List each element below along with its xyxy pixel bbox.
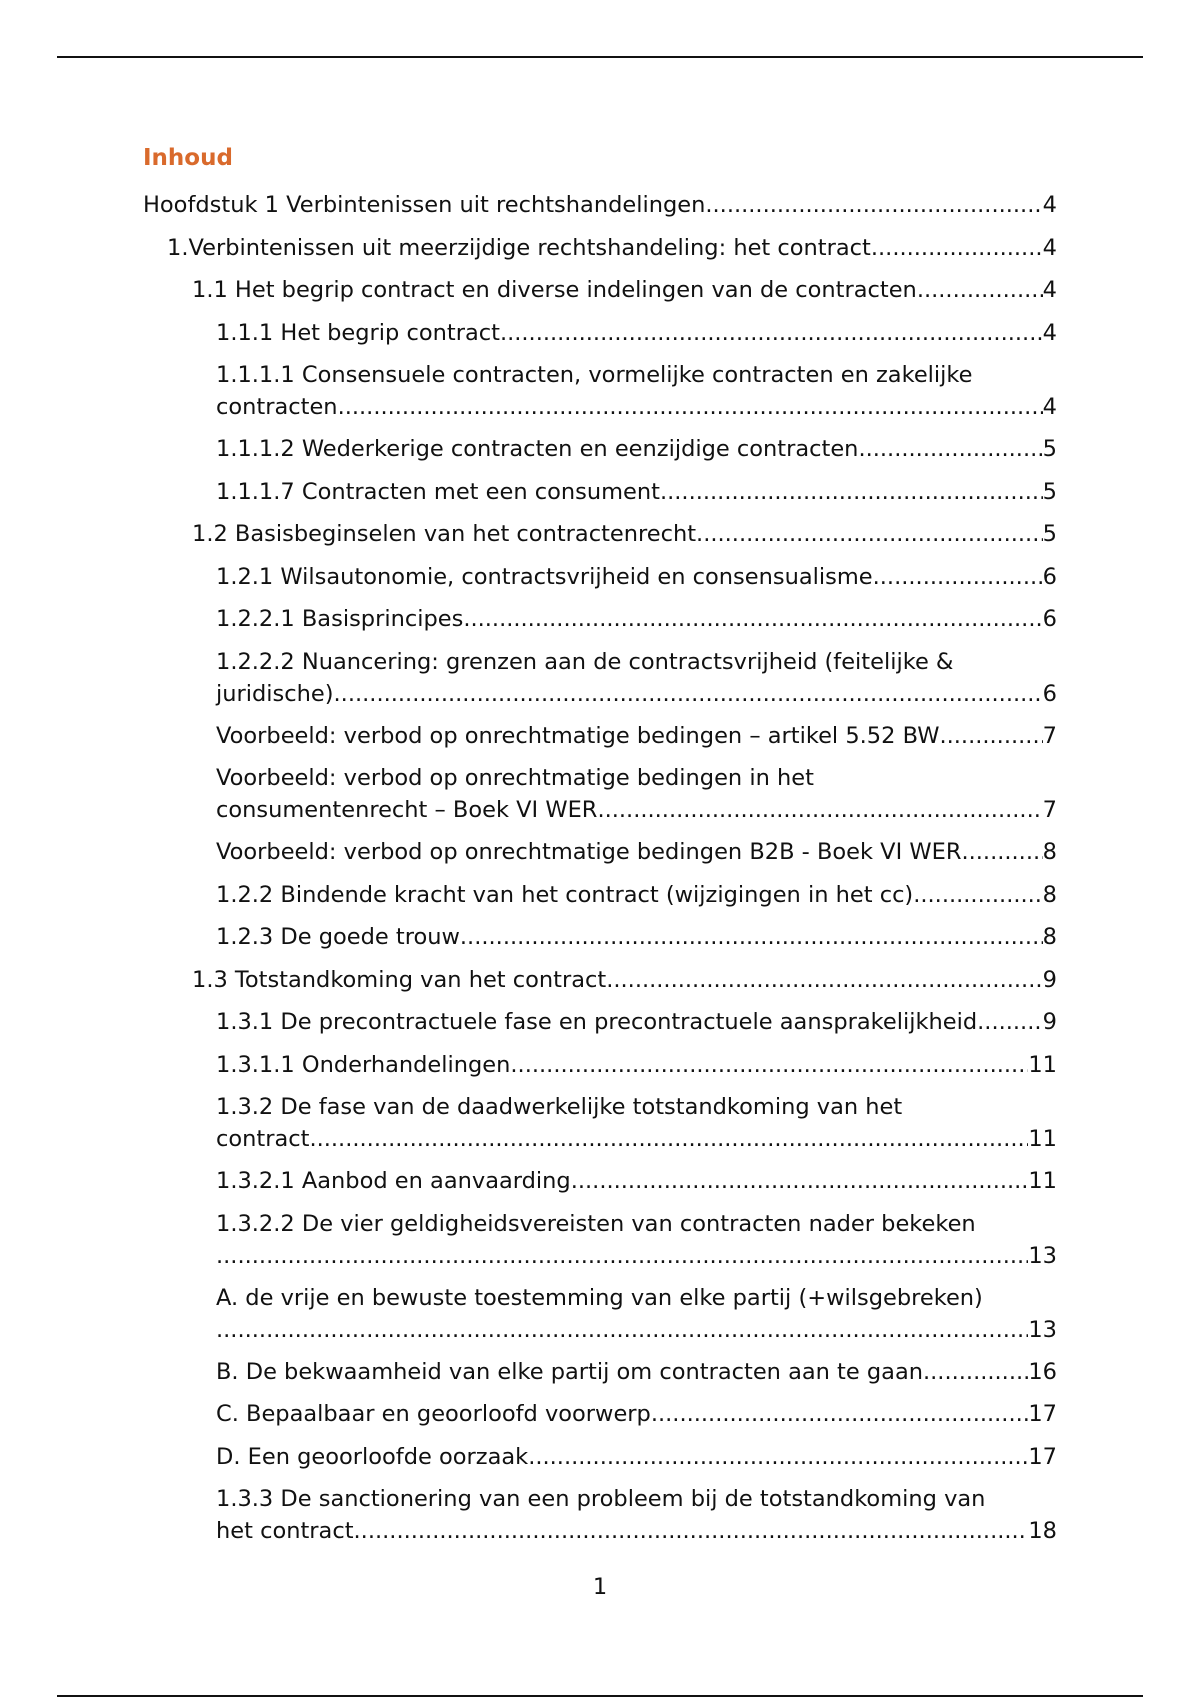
toc-entry-line xyxy=(192,274,1057,306)
toc-entry-page: 8 xyxy=(1042,881,1057,908)
toc-entry[interactable] xyxy=(143,476,1057,508)
toc-entry-page: 4 xyxy=(1042,319,1057,346)
toc-entry-page: 5 xyxy=(1042,478,1057,505)
toc-entry-page: 18 xyxy=(1028,1518,1057,1544)
toc-entry-title: Hoofdstuk 1 Verbintenissen uit rechtshandelingen xyxy=(143,192,706,218)
toc-entry-line xyxy=(216,720,1057,752)
toc-entry[interactable] xyxy=(143,433,1057,465)
toc-dot-leader xyxy=(961,836,1042,868)
toc-dot-leader xyxy=(917,274,1043,306)
toc-entry-line xyxy=(216,1356,1057,1388)
toc-dot-leader xyxy=(923,1356,1028,1388)
toc-entry-title: 1.2.3 De goede trouw xyxy=(216,924,460,950)
toc-entry-line xyxy=(216,433,1057,465)
table-of-contents xyxy=(143,189,1057,1557)
toc-entry[interactable] xyxy=(143,964,1057,996)
bottom-rule xyxy=(57,1695,1143,1697)
toc-entry-page: 13 xyxy=(1028,1316,1057,1343)
toc-entry-title: 1.3 Totstandkoming van het contract xyxy=(192,966,607,993)
toc-dot-leader xyxy=(571,1165,1029,1197)
toc-entry-title-line: 1.3.3 De sanctionering van een probleem bij de totstandkoming van xyxy=(216,1486,986,1512)
toc-entry-line xyxy=(216,879,1057,911)
toc-entry-title: 1.2.1 Wilsautonomie, contractsvrijheid en consensualisme xyxy=(216,563,873,590)
toc-entry-line xyxy=(216,1006,1057,1038)
toc-entry[interactable] xyxy=(143,1356,1057,1388)
toc-entry-title: juridische) xyxy=(216,680,334,707)
toc-entry-title: 1.1.1 Het begrip contract xyxy=(216,319,500,346)
toc-entry[interactable] xyxy=(143,1049,1057,1081)
toc-entry-line xyxy=(216,317,1057,349)
toc-entry-page: 8 xyxy=(1042,839,1057,865)
toc-entry-line xyxy=(216,476,1057,508)
toc-dot-leader xyxy=(460,921,1043,953)
toc-entry[interactable] xyxy=(143,1165,1057,1197)
toc-entry[interactable] xyxy=(143,1483,1057,1547)
toc-entry-title: 1.1 Het begrip contract en diverse indelingen van de contracten xyxy=(192,277,917,303)
toc-entry-line xyxy=(216,836,1057,868)
toc-entry-title-line: 1.3.2 De fase van de daadwerkelijke totstandkoming van het xyxy=(216,1094,903,1120)
toc-dot-leader xyxy=(338,391,1043,423)
toc-entry-page: 16 xyxy=(1028,1358,1057,1385)
toc-entry[interactable] xyxy=(143,359,1057,423)
toc-entry-title: het contract xyxy=(216,1518,354,1544)
toc-entry[interactable] xyxy=(143,836,1057,868)
toc-entry-line xyxy=(216,391,1057,423)
toc-entry-page: 4 xyxy=(1042,234,1057,261)
toc-entry-title-line: 1.3.2.2 De vier geldigheidsvereisten van contracten nader bekeken xyxy=(216,1210,976,1237)
toc-entry-line xyxy=(192,518,1057,550)
toc-entry-page: 11 xyxy=(1028,1126,1057,1152)
toc-entry-title: contract xyxy=(216,1126,310,1152)
toc-dot-leader xyxy=(873,561,1043,593)
toc-entry-page: 4 xyxy=(1042,192,1057,218)
toc-entry[interactable] xyxy=(143,1006,1057,1038)
toc-entry-line xyxy=(216,561,1057,593)
toc-entry[interactable] xyxy=(143,189,1057,221)
toc-entry-page: 4 xyxy=(1042,277,1057,303)
toc-dot-leader xyxy=(354,1515,1029,1547)
toc-entry-title: 1.2.2 Bindende kracht van het contract (wijzigingen in het cc) xyxy=(216,881,914,908)
toc-entry[interactable] xyxy=(143,561,1057,593)
toc-entry-page: 11 xyxy=(1028,1051,1057,1078)
toc-entry-page: 6 xyxy=(1042,680,1057,707)
toc-entry-line xyxy=(216,1123,1057,1155)
toc-dot-leader xyxy=(216,1314,1028,1346)
toc-entry-line xyxy=(216,1240,1057,1272)
toc-dot-leader xyxy=(597,794,1042,826)
toc-entry-line xyxy=(167,232,1057,264)
toc-entry-line xyxy=(216,794,1057,826)
toc-entry-title-line: 1.1.1.1 Consensuele contracten, vormelijke contracten en zakelijke xyxy=(216,362,973,388)
toc-entry[interactable] xyxy=(143,1398,1057,1430)
toc-dot-leader xyxy=(696,518,1043,550)
toc-entry-page: 5 xyxy=(1042,436,1057,462)
toc-entry-page: 9 xyxy=(1042,966,1057,993)
toc-entry-title: C. Bepaalbaar en geoorloofd voorwerp xyxy=(216,1401,651,1427)
toc-entry[interactable] xyxy=(143,921,1057,953)
toc-entry-page: 7 xyxy=(1042,797,1057,823)
toc-entry-title: 1.3.1 De precontractuele fase en precontractuele aansprakelijkheid xyxy=(216,1009,978,1035)
toc-entry[interactable] xyxy=(143,1441,1057,1473)
toc-dot-leader xyxy=(858,433,1042,465)
toc-entry-page: 6 xyxy=(1042,606,1057,632)
toc-dot-leader xyxy=(463,603,1042,635)
toc-entry-title: 1.Verbintenissen uit meerzijdige rechtshandeling: het contract xyxy=(167,234,871,261)
toc-entry-title-line: 1.2.2.2 Nuancering: grenzen aan de contractsvrijheid (feitelijke & xyxy=(216,648,954,675)
toc-entry-line xyxy=(216,1398,1057,1430)
toc-entry[interactable] xyxy=(143,274,1057,306)
toc-dot-leader xyxy=(913,879,1042,911)
toc-entry-title-line: Voorbeeld: verbod op onrechtmatige bedingen in het xyxy=(216,765,814,791)
toc-dot-leader xyxy=(500,317,1043,349)
top-rule xyxy=(57,56,1143,58)
toc-heading: Inhoud xyxy=(143,145,233,171)
toc-dot-leader xyxy=(309,1123,1028,1155)
toc-entry-page: 13 xyxy=(1028,1242,1057,1269)
toc-dot-leader xyxy=(216,1240,1028,1272)
toc-entry-title: 1.3.1.1 Onderhandelingen xyxy=(216,1051,511,1078)
toc-entry-line xyxy=(216,1165,1057,1197)
toc-entry-title: B. De bekwaamheid van elke partij om contracten aan te gaan xyxy=(216,1358,923,1385)
toc-entry-line xyxy=(216,1049,1057,1081)
toc-entry-page: 7 xyxy=(1042,722,1057,749)
toc-entry-line xyxy=(192,964,1057,996)
toc-entry-line xyxy=(216,921,1057,953)
toc-entry-title: 1.2 Basisbeginselen van het contractenrecht xyxy=(192,521,697,547)
toc-entry-line xyxy=(216,1441,1057,1473)
toc-dot-leader xyxy=(977,1006,1043,1038)
toc-entry-title: 1.3.2.1 Aanbod en aanvaarding xyxy=(216,1168,571,1194)
toc-dot-leader xyxy=(705,189,1042,221)
toc-entry-page: 6 xyxy=(1042,563,1057,590)
toc-entry[interactable] xyxy=(143,603,1057,635)
toc-entry[interactable] xyxy=(143,1208,1057,1272)
toc-entry-line xyxy=(216,678,1057,710)
toc-entry-page: 5 xyxy=(1042,521,1057,547)
toc-entry-page: 9 xyxy=(1042,1009,1057,1035)
toc-entry-page: 11 xyxy=(1028,1168,1057,1194)
toc-entry-page: 17 xyxy=(1028,1401,1057,1427)
toc-entry[interactable] xyxy=(143,646,1057,710)
toc-entry[interactable] xyxy=(143,762,1057,826)
toc-entry-page: 4 xyxy=(1042,394,1057,420)
toc-entry-line xyxy=(216,603,1057,635)
toc-dot-leader xyxy=(334,678,1043,710)
toc-entry-page: 8 xyxy=(1042,924,1057,950)
toc-entry-line xyxy=(216,1515,1057,1547)
toc-dot-leader xyxy=(660,476,1043,508)
toc-dot-leader xyxy=(510,1049,1028,1081)
toc-entry-title: Voorbeeld: verbod op onrechtmatige bedingen – artikel 5.52 BW xyxy=(216,722,940,749)
toc-dot-leader xyxy=(606,964,1042,996)
toc-entry-title: 1.2.2.1 Basisprincipes xyxy=(216,606,464,632)
toc-dot-leader xyxy=(528,1441,1028,1473)
toc-entry-title: contracten xyxy=(216,394,338,420)
toc-dot-leader xyxy=(939,720,1042,752)
toc-entry-line xyxy=(143,189,1057,221)
toc-entry[interactable] xyxy=(143,720,1057,752)
toc-entry[interactable] xyxy=(143,879,1057,911)
toc-entry[interactable] xyxy=(143,518,1057,550)
toc-entry-title-line: A. de vrije en bewuste toestemming van elke partij (+wilsgebreken) xyxy=(216,1284,983,1311)
page-number: 1 xyxy=(592,1574,608,1600)
toc-entry-page: 17 xyxy=(1028,1443,1057,1470)
toc-entry[interactable] xyxy=(143,1282,1057,1346)
toc-entry-title: 1.1.1.2 Wederkerige contracten en eenzijdige contracten xyxy=(216,436,859,462)
toc-entry[interactable] xyxy=(143,1091,1057,1155)
toc-dot-leader xyxy=(871,232,1043,264)
toc-entry-title: D. Een geoorloofde oorzaak xyxy=(216,1443,529,1470)
toc-entry[interactable] xyxy=(143,232,1057,264)
toc-entry-title: 1.1.1.7 Contracten met een consument xyxy=(216,478,660,505)
toc-entry-title: consumentenrecht – Boek VI WER xyxy=(216,797,598,823)
toc-entry[interactable] xyxy=(143,317,1057,349)
toc-dot-leader xyxy=(651,1398,1029,1430)
toc-entry-line xyxy=(216,1314,1057,1346)
toc-entry-title: Voorbeeld: verbod op onrechtmatige bedingen B2B - Boek VI WER xyxy=(216,839,962,865)
